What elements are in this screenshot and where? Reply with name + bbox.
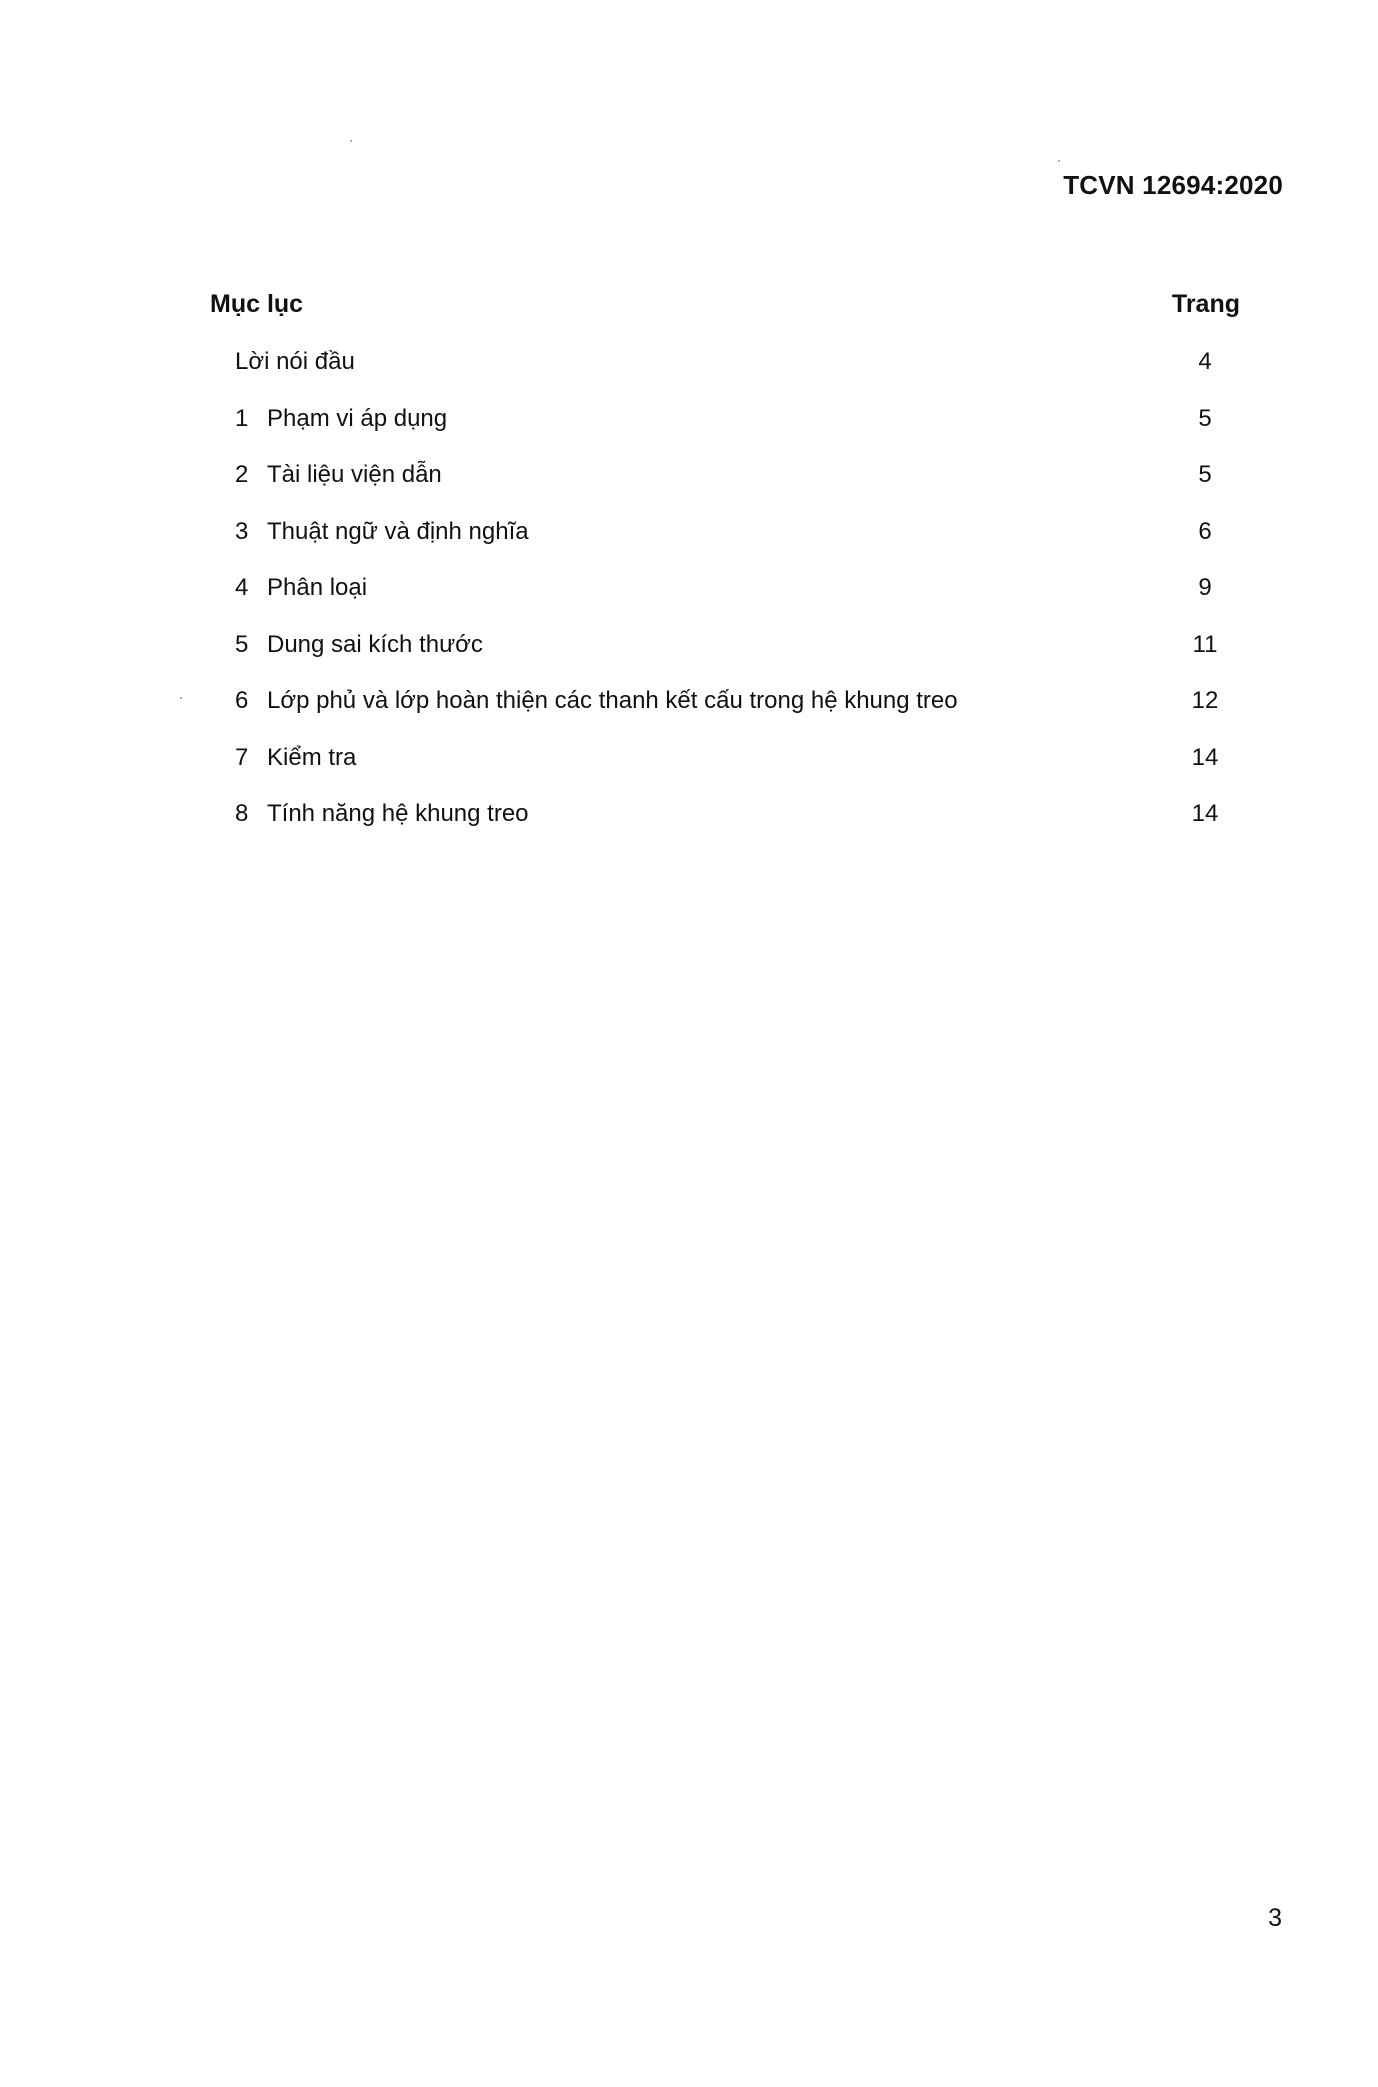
toc-entry-text: Tài liệu viện dẫn	[267, 461, 442, 488]
scan-speck	[350, 140, 352, 142]
toc-entry-8[interactable]	[235, 800, 1225, 857]
toc-header	[210, 290, 1240, 324]
toc-entry-2[interactable]	[235, 461, 1225, 518]
page-number: 3	[1268, 1904, 1282, 1932]
toc-page-heading: Trang	[1171, 290, 1240, 318]
toc-entry-page: 14	[1191, 800, 1219, 827]
toc-entry-text: Dung sai kích thước	[267, 630, 483, 658]
toc-entry-text: Kiểm tra	[267, 743, 357, 771]
toc-entry-number: 1	[235, 404, 249, 432]
toc-entry-7[interactable]	[235, 744, 1225, 801]
toc-entry-number: 2	[235, 461, 249, 488]
toc-entry-page: 6	[1198, 517, 1212, 545]
toc-entry-page: 14	[1191, 743, 1219, 771]
toc-entry-text: Phân loại	[267, 574, 368, 601]
toc-entry-page: 12	[1191, 687, 1219, 714]
toc-entry-number: 8	[235, 800, 249, 827]
scan-speck	[180, 697, 182, 699]
toc-entry-number: 4	[235, 574, 249, 601]
toc-entry-page: 5	[1198, 404, 1212, 432]
toc-entry-text: Tính năng hệ khung treo	[267, 800, 529, 827]
toc-list	[235, 348, 1225, 857]
toc-entry-1[interactable]	[235, 405, 1225, 462]
scan-speck	[1058, 160, 1060, 162]
toc-entry-number: 5	[235, 630, 249, 658]
toc-entry-page: 4	[1198, 348, 1212, 375]
toc-entry-page: 5	[1198, 461, 1212, 488]
toc-entry-text: Lời nói đầu	[235, 348, 355, 375]
toc-entry-page: 11	[1192, 630, 1218, 658]
toc-entry-number: 6	[235, 687, 249, 714]
toc-entry-number: 3	[235, 517, 249, 545]
toc-entry-text: Thuật ngữ và định nghĩa	[267, 517, 529, 545]
toc-entry-5[interactable]	[235, 631, 1225, 688]
toc-entry-text: Phạm vi áp dụng	[267, 404, 448, 432]
toc-entry-6[interactable]	[235, 687, 1225, 744]
toc-title: Mục lục	[210, 290, 304, 318]
toc-entry-text: Lớp phủ và lớp hoàn thiện các thanh kết cấu trong hệ khung treo	[267, 687, 958, 714]
standard-code: TCVN 12694:2020	[1063, 170, 1283, 200]
toc-entry-number: 7	[235, 743, 249, 771]
toc-entry-3[interactable]	[235, 518, 1225, 575]
toc-entry-foreword[interactable]	[235, 348, 1225, 405]
toc-entry-4[interactable]	[235, 574, 1225, 631]
toc-entry-page: 9	[1198, 574, 1212, 601]
